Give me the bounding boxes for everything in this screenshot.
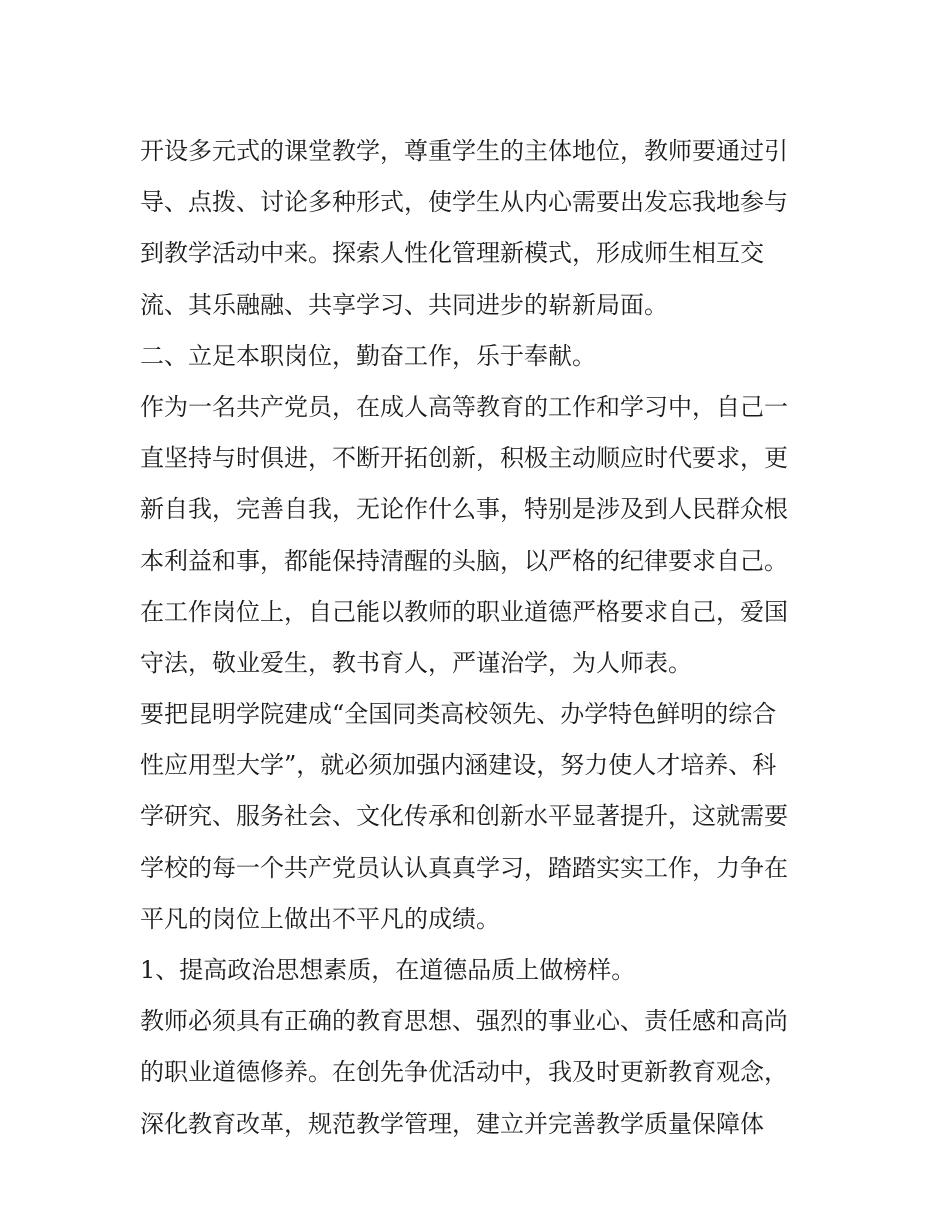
text-line: 新自我，完善自我，无论作什么事，特别是涉及到人民群众根 (140, 495, 788, 524)
text-line: 开设多元式的课堂教学，尊重学生的主体地位，教师要通过引 (140, 137, 788, 165)
text-line: 性应用型大学”，就必须加强内涵建设，努力使人才培养、科 (140, 751, 777, 780)
text-line: 平凡的岗位上做出不平凡的成绩。 (140, 904, 500, 933)
text-line: 直坚持与时俱进，不断开拓创新，积极主动顺应时代要求，更 (140, 444, 788, 473)
text-line: 守法，敬业爱生，教书育人，严谨治学，为人师表。 (140, 648, 692, 677)
subsection-heading: 1、提高政治思想素质，在道德品质上做榜样。 (140, 956, 636, 984)
text-line: 流、其乐融融、共享学习、共同进步的崭新局面。 (140, 290, 668, 319)
text-line: 在工作岗位上，自己能以教师的职业道德严格要求自己，爱国 (140, 597, 788, 626)
text-line: 的职业道德修养。在创先争优活动中，我及时更新教育观念， (140, 1058, 788, 1087)
text-line: 教师必须具有正确的教育思想、强烈的事业心、责任感和高尚 (140, 1007, 788, 1036)
document-body (140, 126, 820, 1150)
text-line: 要把昆明学院建成“全国同类高校领先、办学特色鲜明的综合 (140, 700, 777, 729)
text-line: 深化教育改革，规范教学管理，建立并完善教学质量保障体 (140, 1109, 764, 1138)
text-line: 导、点拨、讨论多种形式，使学生从内心需要出发忘我地参与 (140, 188, 788, 217)
text-line: 到教学活动中来。探索人性化管理新模式，形成师生相互交 (140, 239, 764, 268)
text-line: 本利益和事，都能保持清醒的头脑，以严格的纪律要求自己。 (140, 546, 788, 575)
text-line: 作为一名共产党员，在成人高等教育的工作和学习中，自己一 (140, 392, 788, 421)
section-heading: 二、立足本职岗位，勤奋工作，乐于奉献。 (140, 341, 596, 370)
text-line: 学研究、服务社会、文化传承和创新水平显著提升，这就需要 (140, 802, 788, 831)
text-line: 学校的每一个共产党员认认真真学习，踏踏实实工作，力争在 (140, 853, 788, 882)
